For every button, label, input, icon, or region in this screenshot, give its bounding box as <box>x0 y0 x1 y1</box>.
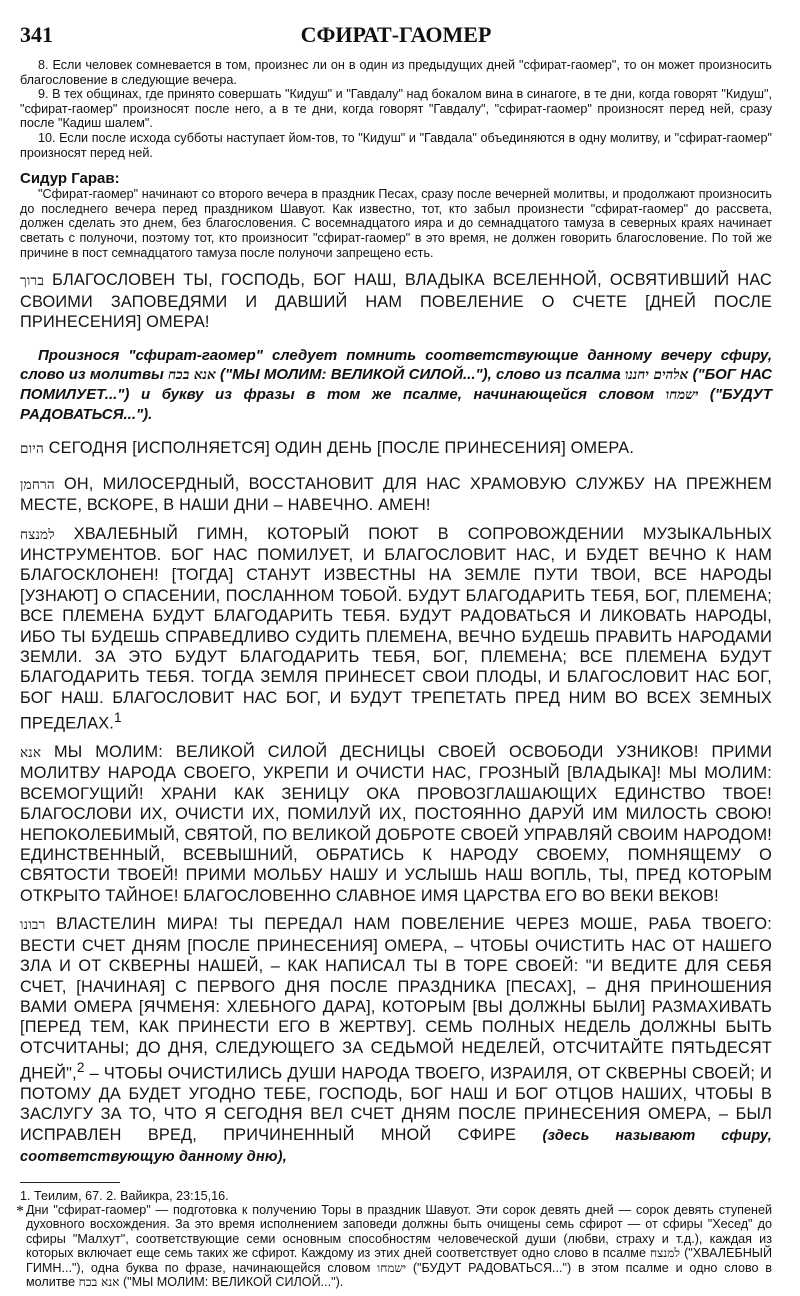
star-text-c: ("БУДУТ РАДОВАТЬСЯ...") в этом псалме и одно слово в молитве <box>26 1260 772 1290</box>
ribono-text: ВЛАСТЕЛИН МИРА! ТЫ ПЕРЕДАЛ НАМ ПОВЕЛЕНИЕ ЧЕРЕЗ МОШЕ, РАБА ТВОЕГО: ВЕСТИ СЧЕТ ДНЯМ [ПОСЛЕ ПРИНЕСЕНИЯ] ОМЕРА, – ЧТОБЫ ОЧИСТИТЬ НАС ОТ НАШЕГО ЗЛА И ОТ СКВЕРНЫ НАШЕЙ, – КАК НАПИСАЛ ТЫ В ТОРЕ СВОЕЙ: "И ВЕДИТЕ ДЛЯ СЕБЯ СЧЕТ, [НАЧИНАЯ] С ПЕРВОГО ДНЯ ПОСЛЕ ПРАЗДНИКА [ПЕСАХ], – ДНЯ ПРИНОШЕНИЯ ВАМИ ОМЕРА [ЯЧМЕНЯ: ХЛЕБНОГО ДАРА], КОТОРЫМ [ВЫ ДОЛЖНЫ БЫЛИ] РАЗМАХИВАТЬ [ПЕРЕД ТЕМ, КАК ПРИНЕСТИ ЕГО В ЖЕРТВУ]. СЕМЬ ПОЛНЫХ НЕДЕЛЬ ДОЛЖНЫ БЫТЬ ОТСЧИТАНЫ; ДО ДНЯ, СЛЕДУЮЩЕГО ЗА СЕДЬМОЙ НЕДЕЛЕЙ, ОТСЧИТАЙТЕ ПЯТЬДЕСЯТ ДНЕЙ", <box>20 915 772 1083</box>
psalm-paragraph <box>20 524 772 734</box>
sidur-heading: Сидур Гарав: <box>20 170 120 188</box>
intro-paragraph-8: 8. Если человек сомневается в том, произнес ли он в один из предыдущих дней "сфират-гаомер", то он может произносить благословение в следующие вечера. <box>20 58 772 87</box>
psalm-text: ХВАЛЕБНЫЙ ГИМН, КОТОРЫЙ ПОЮТ В СОПРОВОЖДЕНИИ МУЗЫКАЛЬНЫХ ИНСТРУМЕНТОВ. БОГ НАС ПОМИЛУЕТ, И БЛАГОСЛОВИТ НАС, И БУДЕТ ВЕЧНО К НАМ БЛАГОСКЛОНЕН! [ТОГДА] СТАНУТ ИЗВЕСТНЫ НА ЗЕМЛЕ ПУТИ ТВОИ, ВСЕ НАРОДЫ [УЗНАЮТ] О СПАСЕНИИ, ПОСЛАННОМ ТОБОЙ. БУДУТ БЛАГОДАРИТЬ ТЕБЯ, БОГ, ПЛЕМЕНА; ВСЕ ПЛЕМЕНА БУДУТ БЛАГОДАРИТЬ ТЕБЯ. БУДУТ РАДОВАТЬСЯ И ЛИКОВАТЬ НАРОДЫ, ИБО ТЫ БУДЕШЬ СПРАВЕДЛИВО СУДИТЬ ПЛЕМЕНА, ВЕЧНО БУДЕШЬ ПРАВИТЬ НАРОДАМИ ЗЕМЛИ. ЗА ЭТО БУДУТ БЛАГОДАРИТЬ ТЕБЯ, БОГ, ПЛЕМЕНА; ВСЕ ПЛЕМЕНА БУДУТ БЛАГОДАРИТЬ ТЕБЯ. ТОГДА ЗЕМЛЯ ПРИНЕСЕТ СВОИ ПЛОДЫ, И БЛАГОСЛОВИТ НАС БОГ, БОГ НАШ. БЛАГОСЛОВИТ НАС БОГ, И БУДУТ ТРЕПЕТАТЬ ПРЕД НИМ ВО ВСЕХ ЗЕМНЫХ ПРЕДЕЛАХ. <box>20 524 772 733</box>
star-footnote <box>16 1203 773 1290</box>
ribono-text-2: – ЧТОБЫ ОЧИСТИЛИСЬ ДУШИ НАРОДА ТВОЕГО, ИЗРАИЛЯ, ОТ СКВЕРНЫ СВОЕЙ; И ПОТОМУ ДА БУДЕТ УГОДНО ТЕБЕ, ГОСПОДЬ, БОГ НАШ И БОГ ОТЦОВ НАШИХ, ЧТОБЫ В ЗАСЛУГУ ЗА ТО, ЧТО Я СЕГОДНЯ ВЕЛ СЧЕТ ДНЯМ ПОСЛЕ ПРИНЕСЕНИЯ ОМЕРА, – БЫЛ ИСПРАВЛЕН ВРЕД, ПРИЧИНЕННЫЙ МНОЙ СФИРЕ <box>20 1064 772 1144</box>
instruction-text-2: ("МЫ МОЛИМ: ВЕЛИКОЙ СИЛОЙ..."), слово из псалма <box>220 366 621 384</box>
star-footnote-text <box>26 1203 772 1289</box>
page-title: СФИРАТ-ГАОМЕР <box>300 22 492 47</box>
ribono-paragraph <box>20 914 772 1167</box>
instruction-hebrew-3: ישמחו <box>665 387 699 404</box>
ana-hebrew: אנא <box>20 745 42 762</box>
ribono-italic-tail: (здесь называют сфиру, соответствующую данному дню), <box>20 1127 773 1166</box>
intro-paragraph-9: 9. В тех общинах, где принято совершать "Кидуш" и "Гавдалу" над бокалом вина в синагоге, в те дни, когда говорят "Кидуш", "сфират-гаомер" произносят после него, а в те дни, когда говорят "Гавдалу", "сфират-гаомер" произносят перед ней, сразу после "Кадиш шалем". <box>20 87 772 131</box>
today-paragraph <box>20 438 772 459</box>
footnote-ref-1: 1 <box>114 710 122 726</box>
today-hebrew: היום <box>20 441 44 458</box>
instruction-paragraph <box>20 346 772 424</box>
merciful-hebrew: הרחמן <box>20 476 55 493</box>
page <box>16 22 773 1290</box>
instruction-text-3: ("БОГ НАС ПОМИЛУЕТ...") и букву из фразы в том же псалме, начинающейся словом <box>20 366 772 404</box>
merciful-paragraph <box>20 474 772 516</box>
ana-paragraph <box>20 742 772 906</box>
blessing-paragraph <box>20 270 772 332</box>
star-marker: * <box>16 1203 24 1220</box>
star-hebrew-2: ישמחו <box>377 1260 407 1275</box>
star-text-b: ("ХВАЛЕБНЫЙ ГИМН..."), одна буква по фразе, начинающейся словом <box>26 1246 773 1275</box>
intro-paragraph-10: 10. Если после исхода субботы наступает йом-тов, то "Кидуш" и "Гавдала" объединяются в одну молитву, и "сфират-гаомер" произносят перед ней. <box>20 130 772 160</box>
footnote-ref-2: 2 <box>76 1060 85 1076</box>
page-header <box>20 22 772 58</box>
star-hebrew-1: למנצח <box>650 1246 681 1261</box>
footnote-references: 1. Теилим, 67. 2. Вайикра, 23:15,16. <box>20 1188 229 1203</box>
ana-text: МЫ МОЛИМ: ВЕЛИКОЙ СИЛОЙ ДЕСНИЦЫ СВОЕЙ ОСВОБОДИ УЗНИКОВ! ПРИМИ МОЛИТВУ НАРОДА СВОЕГО, УКРЕПИ И ОЧИСТИ НАС, ГРОЗНЫЙ [ВЛАДЫКА]! МЫ МОЛИМ: ВСЕМОГУЩИЙ! ХРАНИ КАК ЗЕНИЦУ ОКА ПРОВОЗГЛАШАЮЩИХ ЕДИНСТВО ТВОЕ! БЛАГОСЛОВИ ИХ, ОЧИСТИ ИХ, ПОМИЛУЙ ИХ, ПОСТОЯННО ДАРУЙ ИМ МИЛОСТЬ СВОЮ! НЕПОКОЛЕБИМЫЙ, СВЯТОЙ, ПО ВЕЛИКОЙ ДОБРОТЕ СВОЕЙ УПРАВЛЯЙ СВОИМ НАРОДОМ! ЕДИНСТВЕННЫЙ, ВСЕВЫШНИЙ, ОБРАТИСЬ К НАРОДУ СВОЕМУ, ПОМНЯЩЕМУ О СВЯТОСТИ ТВОЕЙ! ПРИМИ МОЛЬБУ НАШУ И УСЛЫШЬ НАШ ВОПЛЬ, ТЫ, ПРЕД КОТОРЫМ ОТКРЫТО ТАЙНОЕ! БЛАГОСЛОВЕННО СЛАВНОЕ ИМЯ ЦАРСТВА ЕГО ВО ВЕКИ ВЕКОВ! <box>20 743 772 905</box>
today-text: СЕГОДНЯ [ИСПОЛНЯЕТСЯ] ОДИН ДЕНЬ [ПОСЛЕ ПРИНЕСЕНИЯ] ОМЕРА. <box>48 439 635 458</box>
instruction-text-1: Произнося "сфират-гаомер" следует помнить соответствующие данному вечеру сфиру, слово из молитвы <box>20 347 772 384</box>
footnote-divider <box>20 1182 120 1183</box>
star-hebrew-3: אנא בכח <box>78 1275 120 1290</box>
instruction-hebrew-1: אנא בכח <box>168 367 216 384</box>
blessing-text: БЛАГОСЛОВЕН ТЫ, ГОСПОДЬ, БОГ НАШ, ВЛАДЫКА ВСЕЛЕННОЙ, ОСВЯТИВШИЙ НАС СВОИМИ ЗАПОВЕДЯМИ И ДАВШИЙ НАМ ПОВЕЛЕНИЕ О СЧЕТЕ [ДНЕЙ ПОСЛЕ ПРИНЕСЕНИЯ] ОМЕРА! <box>20 271 772 331</box>
instruction-text-4: ("БУДУТ РАДОВАТЬСЯ..."). <box>20 386 773 424</box>
ribono-hebrew: רבונו <box>20 917 46 934</box>
merciful-text: ОН, МИЛОСЕРДНЫЙ, ВОССТАНОВИТ ДЛЯ НАС ХРАМОВУЮ СЛУЖБУ НА ПРЕЖНЕМ МЕСТЕ, ВСКОРЕ, В НАШИ ДНИ – НАВЕЧНО. АМЕН! <box>20 474 772 515</box>
page-number: 341 <box>20 22 53 47</box>
psalm-hebrew: למנצח <box>20 526 55 543</box>
star-text-a: Дни "сфират-гаомер" — подготовка к получению Торы в праздник Шавуот. Эти сорок девять дней — сорок девять ступеней духовного восхождения. За это время исполнением заповеди должны быть очищены семь сфирот — от сфиры "Хесед" до сфиры "Малхут", соответствующие семи основным способностям человеческой души (любви, страху и т.д.), каждая из которых включает еще семь таких же сфирот. Каждому из этих дней соответствует одно слово в псалме <box>26 1203 772 1261</box>
star-text-d: ("МЫ МОЛИМ: ВЕЛИКОЙ СИЛОЙ..."). <box>122 1275 344 1290</box>
sidur-text: "Сфират-гаомер" начинают со второго вечера в праздник Песах, сразу после вечерней молитвы, и продолжают произносить до последнего вечера перед праздником Шавуот. Как известно, тот, кто забыл произнести "сфират-гаомер" до рассвета, должен сделать это днем, без благословения. С восемнадцатого ияра и до семнадцатого тамуза в северных краях начинает светать с полуночи, поэтому тот, кто произносит "сфират-гаомер" в это время, не должен говорить благословение. По той же причине в пост семнадцатого тамуза после полуночи запрещено есть. <box>20 187 772 260</box>
blessing-hebrew: ברוך <box>20 273 45 290</box>
instruction-hebrew-2: אלהים יחננו <box>624 367 689 384</box>
